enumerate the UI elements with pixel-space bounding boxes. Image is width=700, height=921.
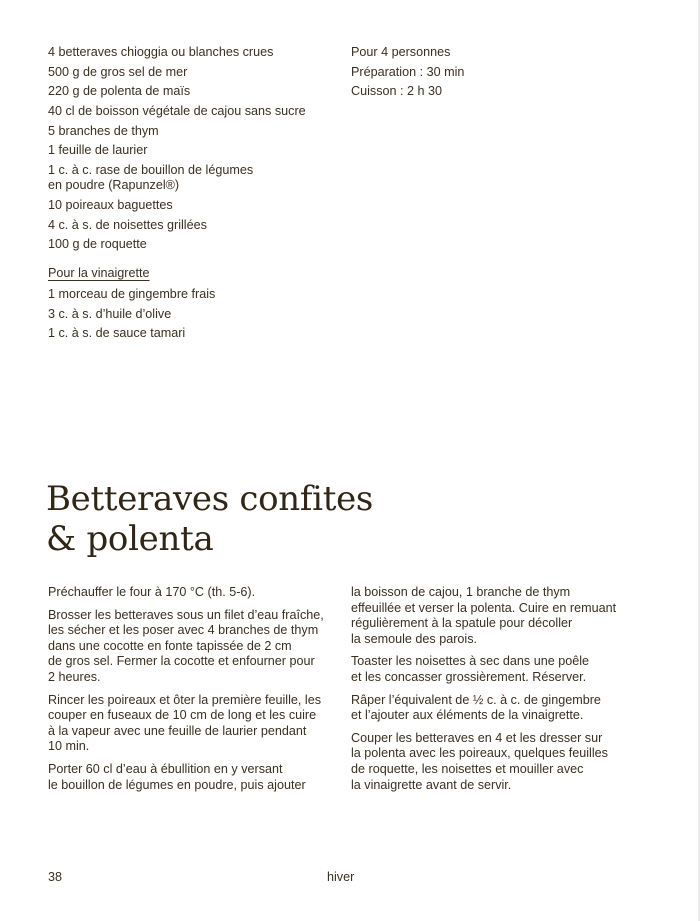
step-line: de roquette, les noisettes et mouiller avec [351,761,584,776]
recipe-info [351,45,464,104]
title-line-1: Betteraves confites [46,479,374,519]
title-line-2: & polenta [46,519,214,559]
vinaigrette-item: 3 c. à s. d’huile d’olive [48,306,172,321]
vinaigrette-item: 1 morceau de gingembre frais [48,287,216,301]
ingredient-item: 40 cl de boisson végétale de cajou sans sucre [48,104,306,119]
cook-time: Cuisson : 2 h 30 [351,84,443,99]
step-line: 10 min. [48,739,90,754]
step-line: régulièrement à la spatule pour décoller [351,616,573,631]
step-paragraph [48,585,338,601]
step-line: couper en fuseaux de 10 cm de long et les cuire [48,708,317,723]
ingredient-item: 100 g de roquette [48,237,147,252]
step-paragraph [351,654,641,685]
step-paragraph [351,585,641,647]
step-line: Porter 60 cl d’eau à ébullition en y versant [48,761,283,776]
step-paragraph [48,693,338,755]
servings: Pour 4 personnes [351,45,451,59]
step-line: et les concasser grossièrement. Réserver. [351,669,587,684]
step-line: Brosser les betteraves sous un filet d’eau fraîche, [48,607,324,622]
step-paragraph [351,731,641,793]
ingredient-item: 220 g de polenta de maïs [48,84,191,99]
step-line: la polenta avec les poireaux, quelques feuilles [351,746,608,761]
step-line: la vinaigrette avant de servir. [351,777,512,792]
ingredient-item: 500 g de gros sel de mer [48,64,188,79]
step-line: effeuillée et verser la polenta. Cuire en remuant [351,600,617,615]
step-paragraph [48,608,338,686]
steps-column-right [351,585,641,800]
step-line: Râper l’équivalent de ½ c. à c. de gingembre [351,692,601,707]
step-line: Toaster les noisettes à sec dans une poêle [351,654,590,669]
step-line: Rincer les poireaux et ôter la première feuille, les [48,692,321,707]
step-line: les sécher et les poser avec 4 branches de thym [48,623,319,638]
ingredient-item: 10 poireaux baguettes [48,197,173,212]
step-paragraph [351,693,641,724]
ingredient-item: 1 feuille de laurier [48,143,148,158]
vinaigrette-list [48,287,215,346]
step-paragraph [48,762,338,793]
step-line: dans une cocotte en fonte tapissée de 2 cm [48,638,292,653]
ingredient-item [48,163,338,193]
vinaigrette-heading: Pour la vinaigrette [48,266,150,280]
ingredient-item: 4 c. à s. de noisettes grillées [48,217,207,232]
prep-time: Préparation : 30 min [351,64,465,79]
recipe-title [46,479,373,559]
steps-column-left [48,585,338,800]
ingredient-line: en poudre (Rapunzel®) [48,178,180,193]
ingredient-item: 4 betteraves chioggia ou blanches crues [48,45,274,59]
ingredient-item: 5 branches de thym [48,123,159,138]
ingredients-list [48,45,338,257]
step-line: le bouillon de légumes en poudre, puis ajouter [48,777,306,792]
step-line: Couper les betteraves en 4 et les dresser sur [351,730,603,745]
step-line: et l’ajouter aux éléments de la vinaigrette. [351,708,584,723]
step-line: la boisson de cajou, 1 branche de thym [351,585,571,599]
step-line: de gros sel. Fermer la cocotte et enfourner pour [48,654,315,669]
section-name: hiver [327,870,355,884]
ingredient-line: 1 c. à c. rase de bouillon de légumes [48,163,254,178]
page-number: 38 [48,870,63,884]
vinaigrette-item: 1 c. à s. de sauce tamari [48,326,186,341]
step-line: à la vapeur avec une feuille de laurier pendant [48,723,307,738]
step-line: 2 heures. [48,669,101,684]
step-line: la semoule des parois. [351,631,478,646]
step-line: Préchauffer le four à 170 °C (th. 5-6). [48,585,256,599]
